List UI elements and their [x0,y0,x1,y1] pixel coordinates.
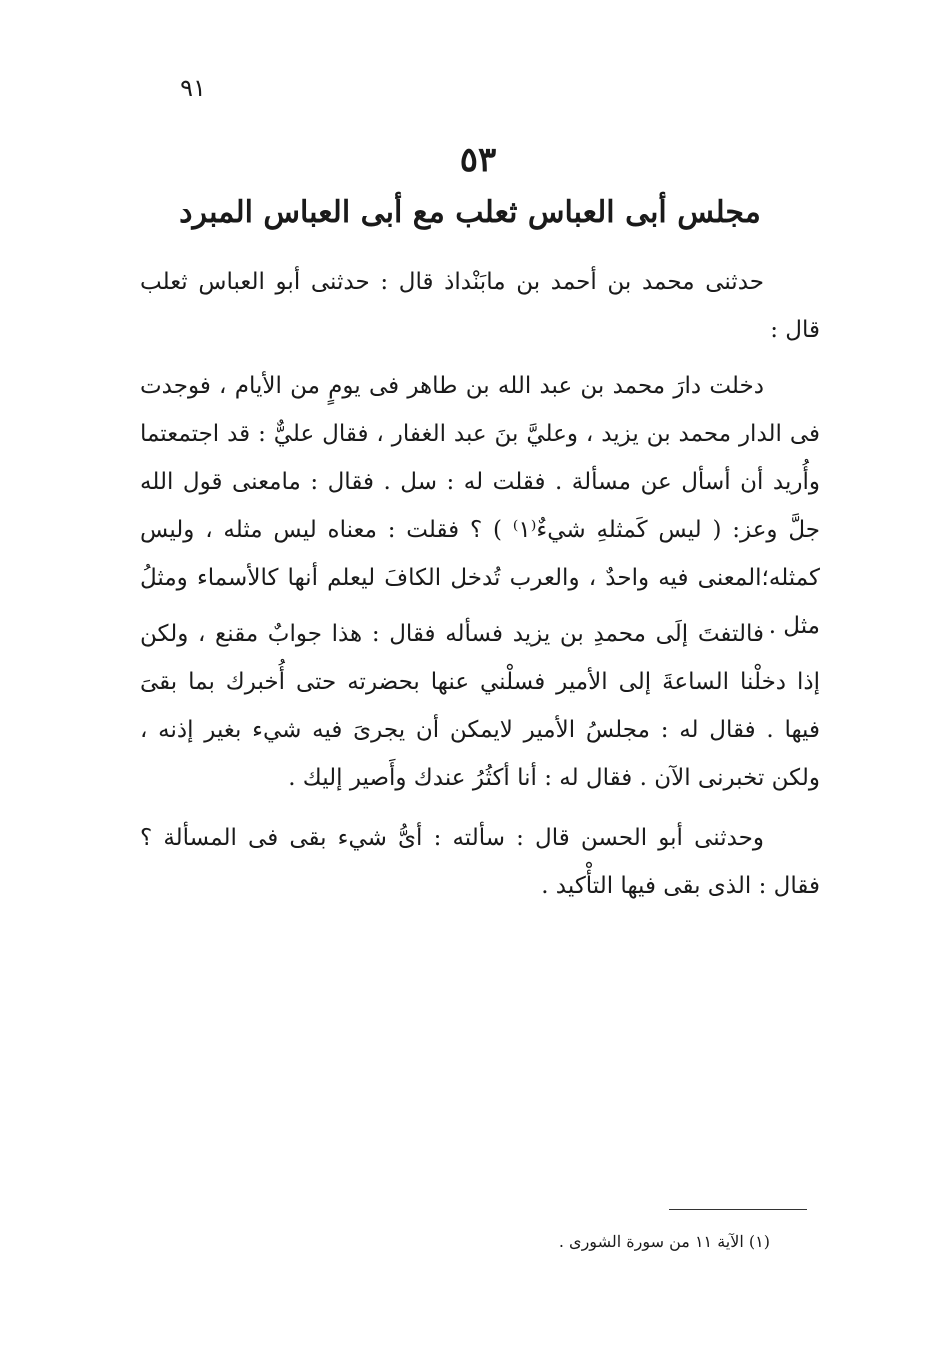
paragraph-3 [140,814,820,910]
paragraph-2 [140,610,820,802]
footnote-divider [669,1209,807,1210]
section-number: ٥٣ [459,140,497,180]
paragraph-text: وحدثنى أبو الحسن قال : سألته : أىُّ شيء بقى فى المسألة ؟ فقال : الذى بقى فيها التأْكيد . [140,825,820,899]
intro-paragraph [140,258,820,354]
page-number: ٩١ [180,74,206,102]
chapter-title: مجلس أبى العباس ثعلب مع أبى العباس المبرد [179,195,761,230]
intro-text: حدثنى محمد بن أحمد بن مابَنْداذ قال : حدثنى أبو العباس ثعلب قال : [140,269,820,343]
paragraph-text: فالتفتَ إلَى محمدِ بن يزيد فسأله فقال : هذا جوابٌ مقنع ، ولكن إذا دخلْنا الساعةَ إلى الأمير فسلْني عنها بحضرته حتى أُخبرك بما بقىَ فيها . فقال له : مجلسُ الأمير لايمكن أن يجرىَ فيه شيء بغير إذنه ، ولكن تخبرنى الآن . فقال له : أنا أكثُرُ عندك وأَصير إليك . [140,621,820,791]
footnote: (١) الآية ١١ من سورة الشورى . [558,1232,770,1251]
paragraph-text: دخلت دارَ محمد بن عبد الله بن طاهر فى يومٍ من الأيام ، فوجدت فى الدار محمد بن يزيد ، وعليَّ بنَ عبد الغفار ، فقال عليٌّ : قد اجتمعتما وأُريد أن أسأل عن مسألة . فقلت له : سل . فقال : مامعنى قول الله جلَّ وعز: ( ليس كَمثلهِ شيءٌ⁽١⁾ ) ؟ فقلت : معناه ليس مثله ، وليس كمثله؛المعنى فيه واحدٌ ، والعرب تُدخل الكافَ ليعلم أنها كالأسماء ومثلُ مثل . [140,373,820,639]
paragraph-1 [140,362,820,650]
